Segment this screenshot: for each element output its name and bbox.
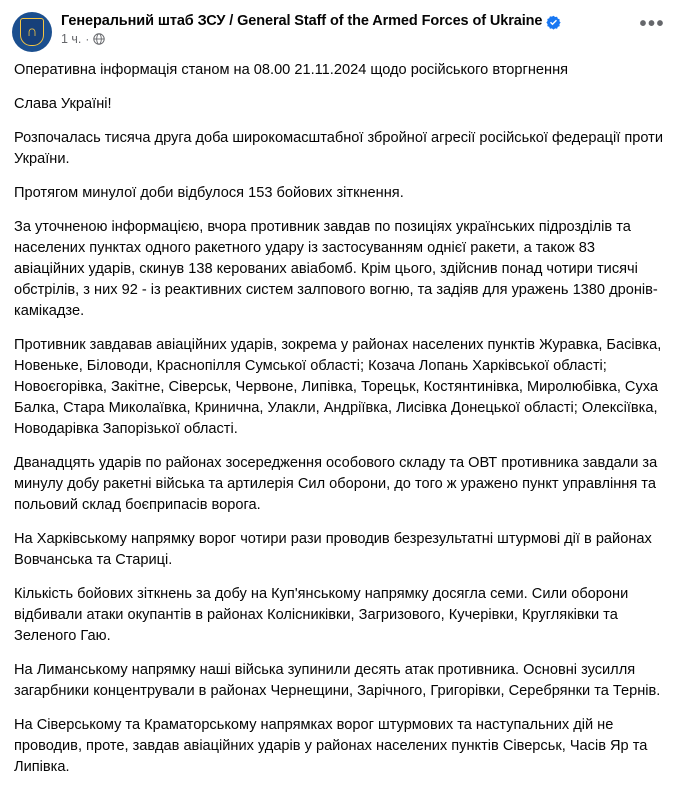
post-paragraph: За уточненою інформацією, вчора противник завдав по позиціях українських підрозділів та населених пунктах одного ракетного удару із застосуванням однієї ракети, а також 83 авіаційних ударів, скинув 138 керованих авіабомб. Крім цього, здійснив понад чотири тисячі обстрілів, з них 92 - із реактивних систем залпового вогню, та задіяв для уражень 1380 дронів-камікадзе. (14, 219, 658, 319)
verified-badge-icon (546, 15, 561, 30)
post-paragraph: Дванадцять ударів по районах зосередження особового складу та ОВТ противника завдали за минулу добу ракетні війська та артилерія Сил оборони, до того ж уражено пункт управління та польовий склад боєприпасів ворога. (14, 455, 658, 513)
post-header (0, 0, 679, 58)
tryzub-glyph: ∩ (26, 23, 38, 40)
post-meta (61, 32, 667, 46)
post-text (0, 58, 679, 788)
ukraine-coat-of-arms-icon (20, 18, 44, 46)
post-paragraph: Слава Україні! (14, 96, 112, 112)
post-paragraph: Противник завдавав авіаційних ударів, зокрема у районах населених пунктів Журавка, Басівка, Новеньке, Біловоди, Краснопілля Сумської області; Козача Лопань Харківської області; Новоєгорівка, Закітне, Сіверськ, Червоне, Липівка, Торецьк, Костянтинівка, Миролюбівка, Суха Балка, Стара Миколаївка, Кринична, Улакли, Андріївка, Лисівка Донецької області; Олексіївка, Новодарівка Запорізької області. (14, 337, 662, 437)
post-options-button[interactable]: ••• (639, 13, 665, 35)
globe-icon[interactable] (93, 33, 105, 45)
meta-separator: · (85, 32, 90, 46)
page-name-row (61, 13, 667, 35)
post-paragraph: Кількість бойових зіткнень за добу на Куп'янському напрямку досягла семи. Сили оборони відбивали атаки окупантів в районах Колісниківки, Загризового, Кучерівки, Круглякiвки та Зеленого Гаю. (14, 586, 629, 644)
post-timestamp[interactable]: 1 ч. (61, 32, 82, 46)
post-paragraph: На Харківському напрямку ворог чотири рази проводив безрезультатні штурмові дії в районах Вовчанська та Стариці. (14, 531, 652, 568)
post-paragraph: На Сіверському та Краматорському напрямках ворог штурмових та наступальних дій не проводив, проте, завдав авіаційних ударів у районах населених пунктів Сіверськ, Часів Яр та Липівка. (14, 717, 648, 775)
page-name[interactable]: Генеральний штаб ЗСУ / General Staff of the Armed Forces of Ukraine (61, 13, 543, 29)
post-paragraph: Протягом минулої доби відбулося 153 бойових зіткнення. (14, 185, 404, 201)
post-header-text (61, 12, 667, 46)
post-paragraph: Розпочалась тисяча друга доба широкомасштабної збройної агресії російської федерації проти України. (14, 130, 664, 167)
post-paragraph: Оперативна інформація станом на 08.00 21.11.2024 щодо російського вторгнення (14, 62, 569, 78)
post-paragraph: На Лиманському напрямку наші війська зупинили десять атак противника. Основні зусилля загарбники концентрували в районах Чернещини, Зарічного, Григорівки, Серебрянки та Тернів. (14, 662, 661, 699)
avatar[interactable] (12, 12, 52, 52)
